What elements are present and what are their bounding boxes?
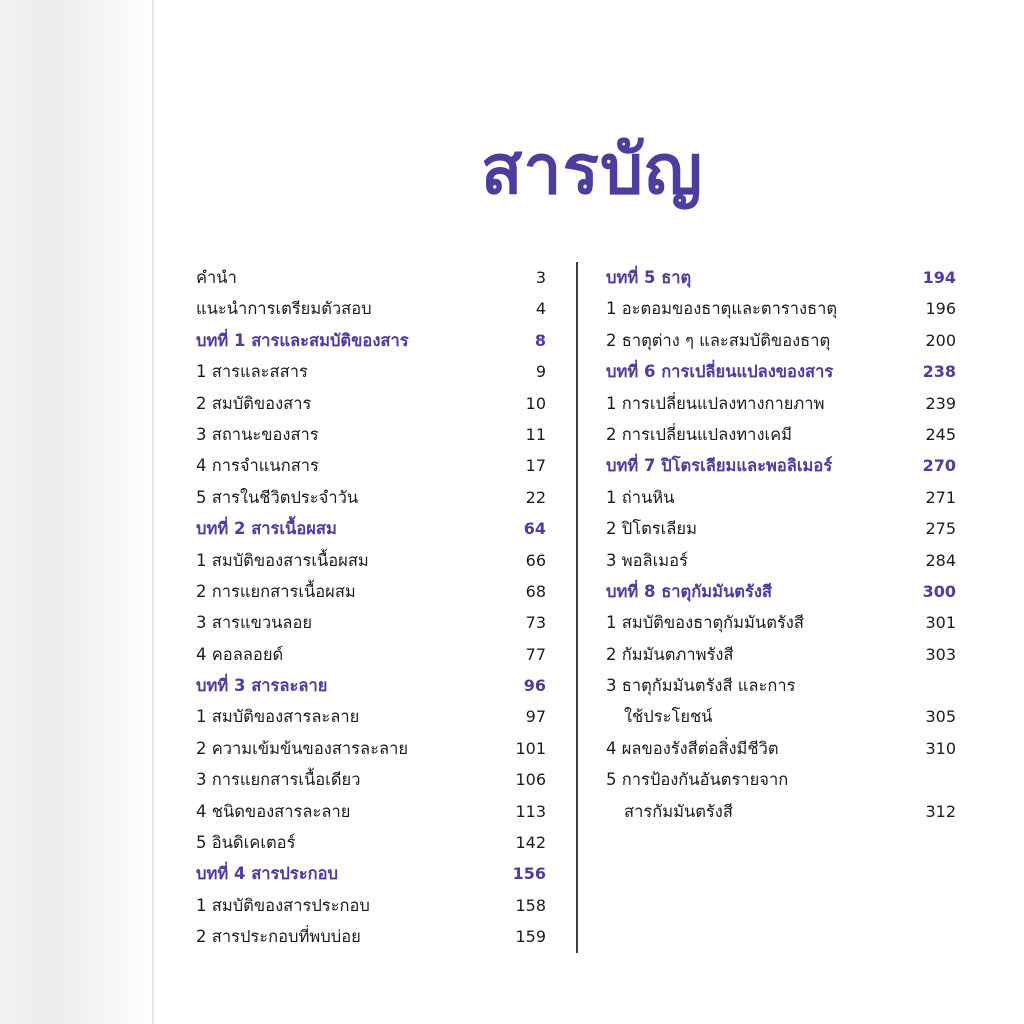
- toc-entry-page: 17: [525, 456, 546, 476]
- toc-entry-page: 10: [525, 393, 546, 413]
- toc-chapter-label: บทที่ 2 สารเนื้อผสม: [196, 519, 337, 539]
- toc-entry: [196, 293, 546, 324]
- toc-entry-label: 2 ปิโตรเลียม: [606, 519, 697, 539]
- toc-entry-label: 1 อะตอมของธาตุและตารางธาตุ: [606, 299, 838, 319]
- toc-entry-label: 1 สมบัติของสารประกอบ: [196, 895, 370, 915]
- toc-entry-page: 303: [925, 644, 956, 664]
- toc-entry-page: 312: [925, 801, 956, 821]
- toc-chapter-page: 270: [922, 456, 956, 476]
- toc-chapter: [196, 858, 546, 889]
- toc-chapter-label: บทที่ 6 การเปลี่ยนแปลงของสาร: [606, 362, 834, 382]
- toc-entry-label: 1 สมบัติของสารเนื้อผสม: [196, 550, 369, 570]
- toc-entry-label: 3 ธาตุกัมมันตรังสี และการ: [606, 676, 796, 696]
- toc-entry-page: 142: [515, 833, 546, 853]
- toc-entry-page: 284: [925, 550, 956, 570]
- toc-chapter-label: บทที่ 1 สารและสมบัติของสาร: [196, 330, 409, 350]
- toc-entry-label: คำนำ: [196, 268, 237, 287]
- toc-entry: [196, 262, 546, 293]
- toc-entry-page: 239: [925, 393, 956, 413]
- toc-entry: [196, 890, 546, 921]
- toc-entry-page: 68: [525, 581, 546, 601]
- toc-entry-label: 2 สารประกอบที่พบบ่อย: [196, 927, 361, 947]
- toc-column-right: [606, 262, 956, 827]
- column-divider: [576, 262, 578, 953]
- toc-entry-label: 1 สมบัติของธาตุกัมมันตรังสี: [606, 613, 804, 633]
- toc-entry-page: 66: [525, 550, 546, 570]
- toc-entry: [196, 419, 546, 450]
- toc-entry: [196, 796, 546, 827]
- toc-entry-label: 2 ความเข้มข้นของสารละลาย: [196, 738, 409, 758]
- toc-entry-label: 2 กัมมันตภาพรังสี: [606, 644, 734, 664]
- toc-chapter-label: บทที่ 5 ธาตุ: [606, 268, 692, 287]
- toc-entry-label-line2: สารกัมมันตรังสี: [624, 801, 733, 821]
- toc-entry-page: 196: [925, 299, 956, 319]
- toc-entry-label: 2 ธาตุต่าง ๆ และสมบัติของธาตุ: [606, 330, 831, 350]
- toc-entry-page: 73: [525, 613, 546, 633]
- toc-column-left: [196, 262, 568, 953]
- toc-entry-page: 310: [925, 738, 956, 758]
- toc-entry-page: 113: [515, 801, 546, 821]
- toc-entry: [606, 388, 956, 419]
- toc-entry-label: 2 สมบัติของสาร: [196, 393, 312, 413]
- toc-chapter: [196, 670, 546, 701]
- toc-entry-label: 5 อินดิเคเตอร์: [196, 833, 296, 853]
- toc-entry: [196, 545, 546, 576]
- toc-entry-label: 1 การเปลี่ยนแปลงทางกายภาพ: [606, 393, 825, 413]
- toc-entry-page: 11: [525, 424, 546, 444]
- toc-entry-page: 4: [535, 299, 546, 319]
- toc-entry: [606, 639, 956, 670]
- toc-entry-label: 2 การแยกสารเนื้อผสม: [196, 581, 356, 601]
- toc-entry: [606, 293, 956, 324]
- toc-entry-page: 275: [925, 519, 956, 539]
- toc-entry-continuation: [606, 701, 956, 732]
- toc-chapter: [606, 450, 956, 481]
- toc-entry: [196, 733, 546, 764]
- toc-chapter-page: 194: [922, 268, 956, 287]
- toc-entry: [196, 482, 546, 513]
- toc-chapter-page: 156: [512, 864, 546, 884]
- toc-entry: [606, 764, 956, 795]
- toc-entry-label: 3 สถานะของสาร: [196, 424, 319, 444]
- toc-entry-label-line2: ใช้ประโยชน์: [624, 707, 713, 727]
- toc-entry: [196, 576, 546, 607]
- toc-entry-label: แนะนำการเตรียมตัวสอบ: [196, 299, 372, 319]
- toc-entry-label: 4 คอลลอยด์: [196, 644, 284, 664]
- toc-entry: [196, 607, 546, 638]
- toc-entry-page: 9: [535, 362, 546, 382]
- toc-entry: [606, 670, 956, 701]
- toc-chapter-page: 64: [523, 519, 546, 539]
- toc-chapter-label: บทที่ 4 สารประกอบ: [196, 864, 338, 884]
- toc-entry: [196, 388, 546, 419]
- toc-entry-page: 77: [525, 644, 546, 664]
- toc-entry: [606, 419, 956, 450]
- toc-entry: [196, 450, 546, 481]
- toc-entry: [196, 701, 546, 732]
- toc-entry-label: 1 สมบัติของสารละลาย: [196, 707, 360, 727]
- toc-entry: [196, 827, 546, 858]
- toc-entry-page: 106: [515, 770, 546, 790]
- toc-chapter: [196, 513, 546, 544]
- toc-entry-label: 3 สารแขวนลอย: [196, 613, 313, 633]
- toc-chapter-page: 238: [922, 362, 956, 382]
- toc-chapter-page: 8: [534, 330, 546, 350]
- toc-entry-page: 301: [925, 613, 956, 633]
- toc-chapter: [606, 356, 956, 387]
- book-gutter-shadow: [0, 0, 160, 1024]
- toc-entry-page: 159: [515, 927, 546, 947]
- toc-entry-label: 5 สารในชีวิตประจำวัน: [196, 487, 359, 507]
- book-gutter-line: [152, 0, 154, 1024]
- toc-chapter-page: 96: [523, 676, 546, 696]
- toc-entry-page: 200: [925, 330, 956, 350]
- toc-chapter-label: บทที่ 8 ธาตุกัมมันตรังสี: [606, 581, 772, 601]
- toc-chapter: [606, 576, 956, 607]
- toc-entry: [606, 545, 956, 576]
- toc-entry-label: 4 ชนิดของสารละลาย: [196, 801, 351, 821]
- toc-entry-page: 97: [525, 707, 546, 727]
- toc-entry-page: 22: [525, 487, 546, 507]
- toc-entry-page: 305: [925, 707, 956, 727]
- toc-entry-label: 2 การเปลี่ยนแปลงทางเคมี: [606, 424, 793, 444]
- toc-entry-label: 3 การแยกสารเนื้อเดียว: [196, 770, 361, 790]
- toc-entry: [606, 482, 956, 513]
- toc-entry-label: 1 สารและสสาร: [196, 362, 308, 382]
- toc-entry: [606, 513, 956, 544]
- page-content: [160, 0, 1024, 1024]
- toc-entry: [606, 733, 956, 764]
- toc-entry-label: 4 ผลของรังสีต่อสิ่งมีชีวิต: [606, 738, 779, 758]
- toc-entry-label: 3 พอลิเมอร์: [606, 550, 688, 570]
- toc-chapter-label: บทที่ 7 ปิโตรเลียมและพอลิเมอร์: [606, 456, 833, 476]
- toc-entry: [196, 356, 546, 387]
- toc-entry-label: 5 การป้องกันอันตรายจาก: [606, 770, 789, 790]
- toc-chapter-page: 300: [922, 581, 956, 601]
- toc-entry: [196, 921, 546, 952]
- toc-chapter-label: บทที่ 3 สารละลาย: [196, 676, 328, 696]
- toc-entry-page: 101: [515, 738, 546, 758]
- toc-entry-page: 3: [535, 268, 546, 287]
- toc-entry-continuation: [606, 796, 956, 827]
- toc-entry: [606, 607, 956, 638]
- toc-entry-label: 1 ถ่านหิน: [606, 487, 675, 507]
- toc-entry-page: 271: [925, 487, 956, 507]
- toc-entry-label: 4 การจำแนกสาร: [196, 456, 319, 476]
- page-title: สารบัญ: [480, 131, 704, 210]
- toc-entry-page: 158: [515, 895, 546, 915]
- toc-chapter: [606, 262, 956, 293]
- table-of-contents: [196, 262, 1006, 953]
- toc-entry: [606, 325, 956, 356]
- toc-entry: [196, 639, 546, 670]
- toc-entry: [196, 764, 546, 795]
- toc-chapter: [196, 325, 546, 356]
- toc-entry-page: 245: [925, 424, 956, 444]
